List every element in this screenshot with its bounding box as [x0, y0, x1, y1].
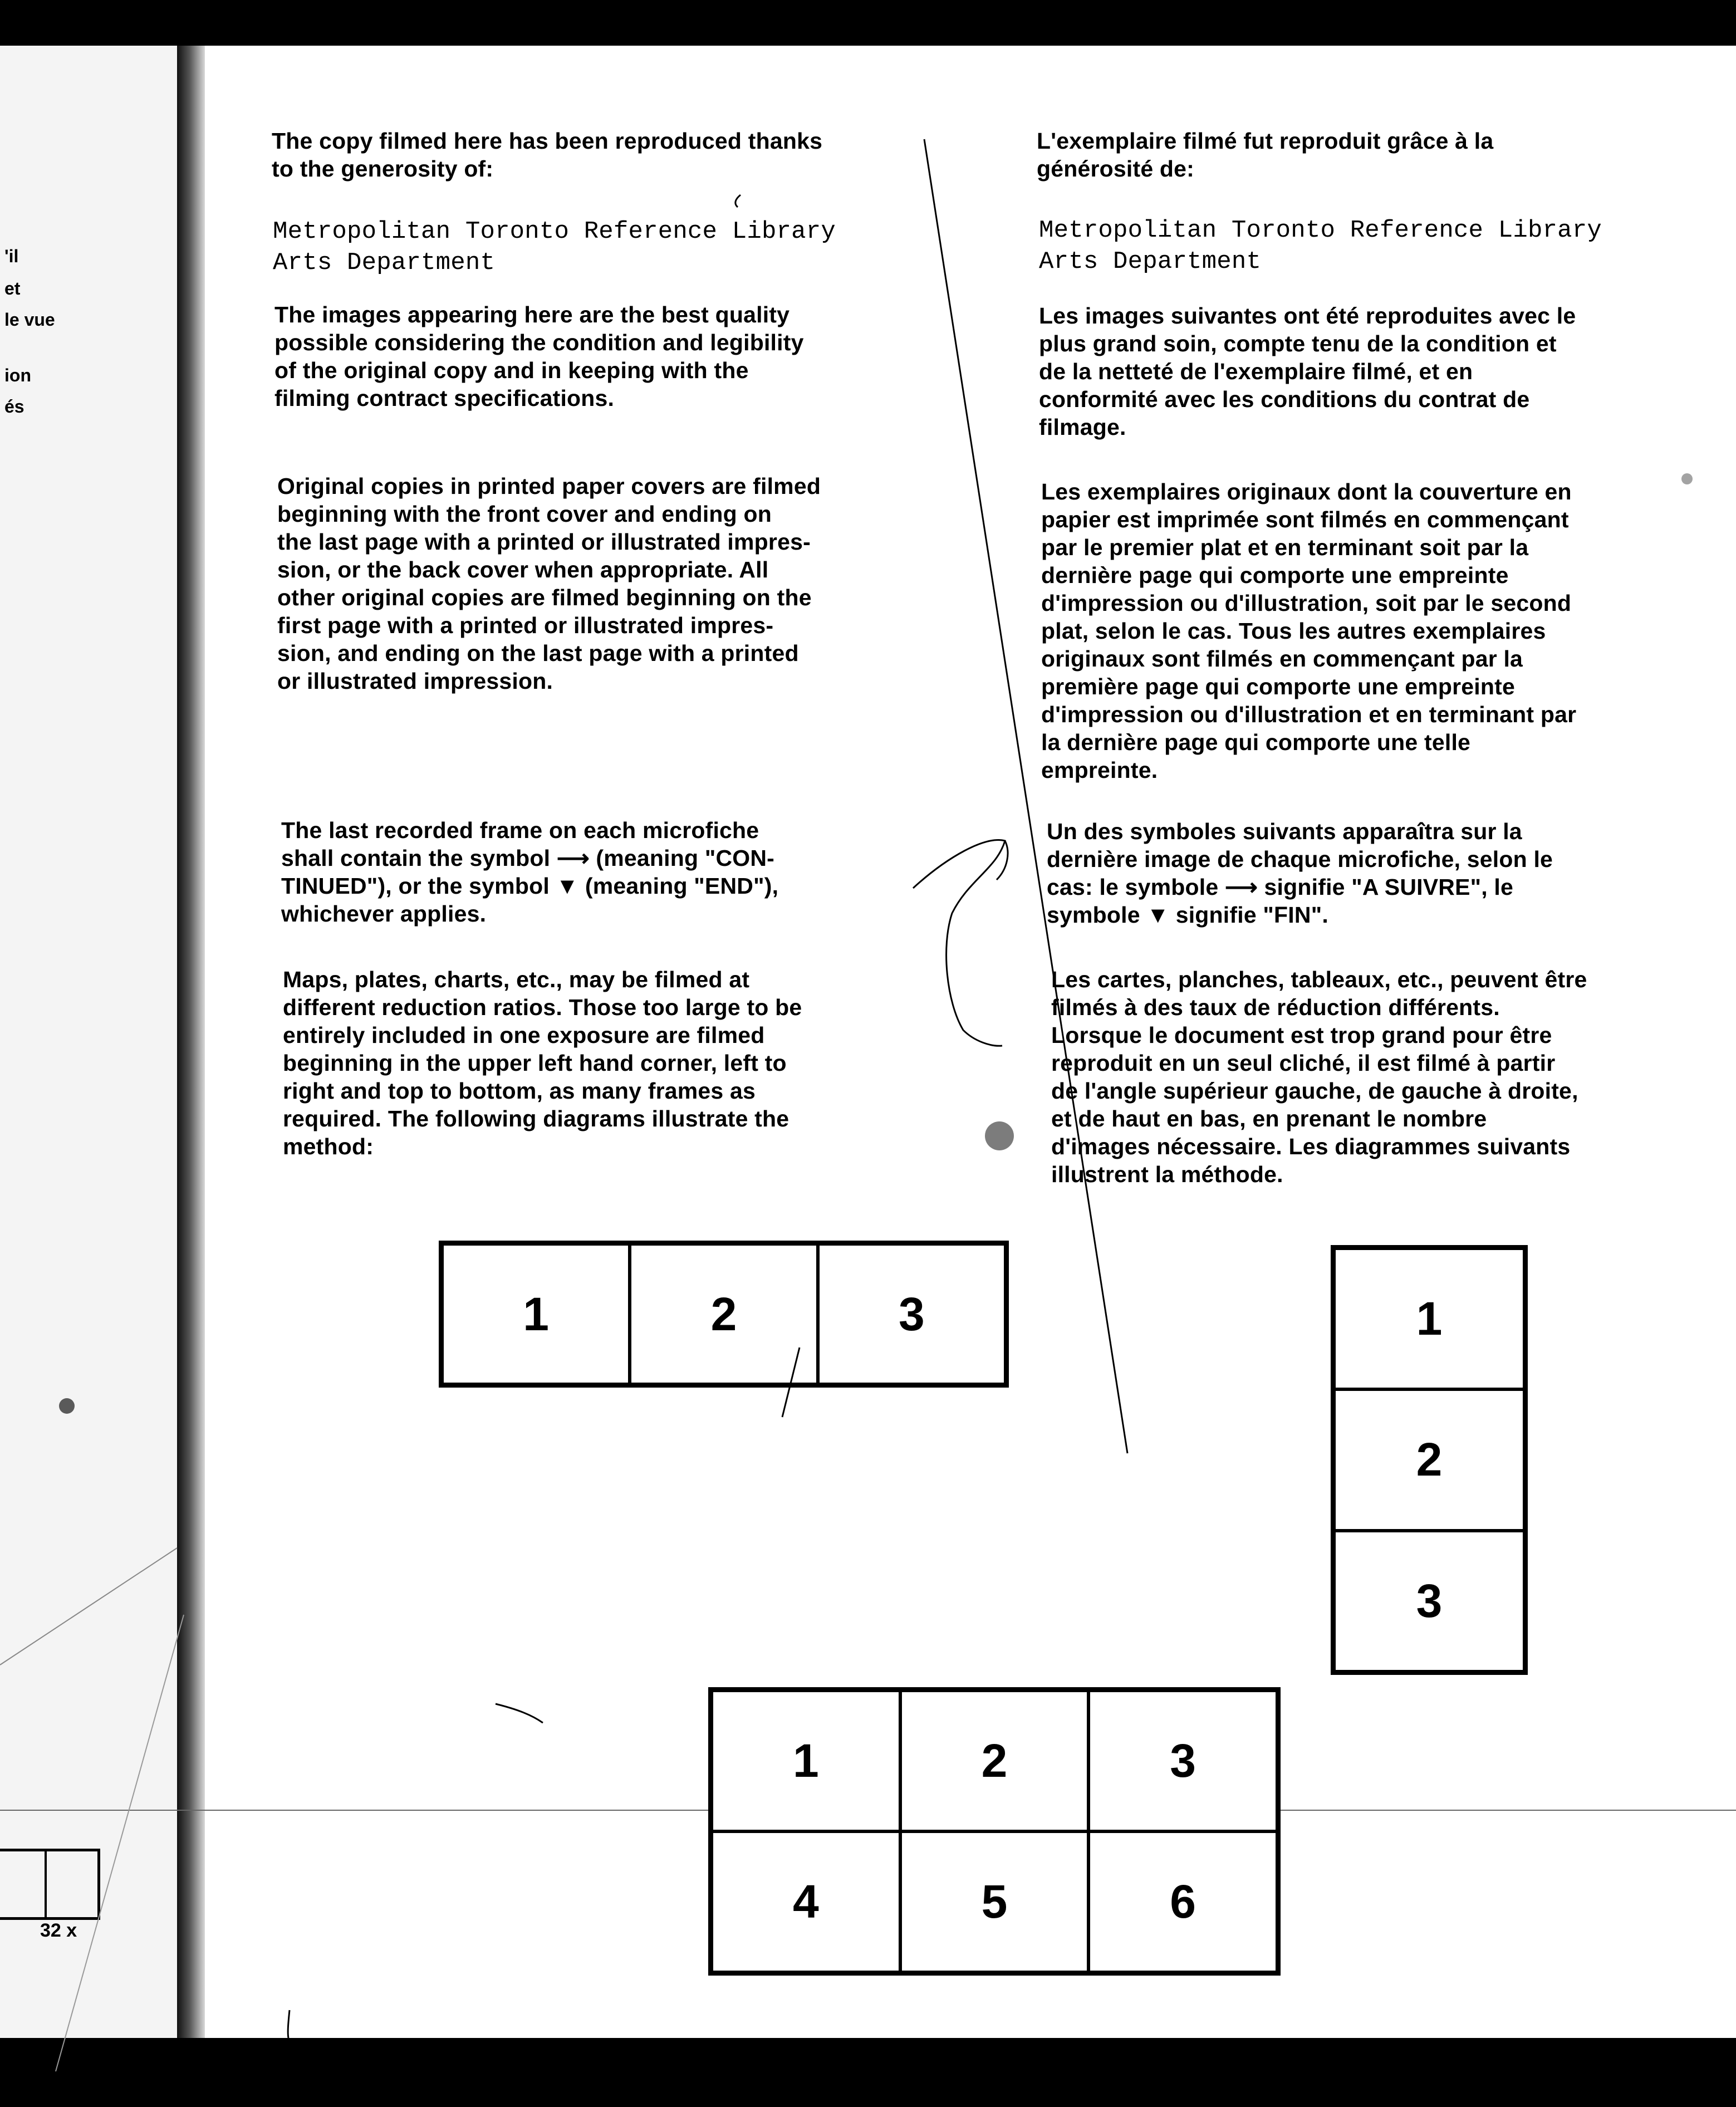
french-thanks: L'exemplaire filmé fut reproduit grâce à la générosité de: — [1037, 128, 1494, 182]
french-symbols: Un des symboles suivants apparaîtra sur la dernière image de chaque microfiche, selon le cas: le symbole ⟶ signifie "A SUIVRE", le symbole ▼ signifie "FIN". — [1047, 819, 1553, 928]
frame-cell: 3 — [1334, 1531, 1524, 1672]
frame-cell: 1 — [1334, 1248, 1524, 1389]
english-originals: Original copies in printed paper covers are filmed beginning with the front cover and ending on the last page with a printed or illustrated impres- sion, or the back cover when appropriate. All other original copies are filmed beginning on the first page with a printed or illustrated impres- sion, and ending on the last page with a printed or illustrated impression. — [277, 473, 821, 694]
frame-cell: 1 — [712, 1690, 900, 1831]
reduction-diagram — [0, 1849, 100, 1920]
fragment-text: le vue — [4, 310, 55, 330]
diagram-column — [1331, 1245, 1528, 1675]
english-originals-block — [277, 472, 929, 695]
frame-cell: 5 — [900, 1831, 1089, 1972]
fragment-text: ion — [4, 365, 31, 385]
english-symbols-block — [281, 816, 933, 928]
diagram-grid — [708, 1687, 1281, 1976]
french-symbols-block — [1047, 817, 1709, 929]
fragment-text: 'il — [4, 246, 19, 266]
frame-cell: 4 — [712, 1831, 900, 1972]
english-column — [272, 127, 923, 183]
french-maps: Les cartes, planches, tableaux, etc., peuvent être filmés à des taux de réduction différents. Lorsque le document est trop grand pour être reproduit en un seul cliché, il est filmé à partir de l'angle supérieur gauche, de gauche à droite, et de haut en bas, en prenant le nombre d'images nécessaire. Les diagrammes suivants illustrent la méthode. — [1051, 967, 1587, 1187]
frame-cell: 1 — [442, 1244, 630, 1384]
french-library — [1039, 215, 1707, 277]
french-library-name: Metropolitan Toronto Reference Library Arts Department — [1039, 217, 1602, 276]
frame-cell: 2 — [1334, 1389, 1524, 1530]
french-quality-block — [1039, 302, 1701, 441]
english-quality: The images appearing here are the best quality possible considering the condition and legibility of the original copy and in keeping with the filming contract specifications. — [274, 302, 804, 411]
french-quality: Les images suivantes ont été reproduites avec le plus grand soin, compte tenu de la condition et de la netteté de l'exemplaire filmé, et en conformité avec les conditions du contrat de filmage. — [1039, 303, 1576, 440]
english-library — [273, 216, 941, 278]
english-thanks: The copy filmed here has been reproduced thanks to the generosity of: — [272, 128, 823, 182]
french-originals: Les exemplaires originaux dont la couverture en papier est imprimée sont filmés en commençant par le premier plat et en terminant soit par la dernière page qui comporte une empreinte d'impression ou d'illustration, soit par le second plat, selon le cas. Tous les autres exemplaires originaux sont filmés en commençant par la première page qui comporte une empreinte d'impression ou d'illustration et en terminant par la dernière page qui comporte une telle empreinte. — [1041, 479, 1577, 783]
english-maps: Maps, plates, charts, etc., may be filmed at different reduction ratios. Those too large to be entirely included in one exposure are filmed beginning in the upper left hand corner, left to right and top to bottom, as many frames as required. The following diagrams illustrate the method: — [283, 967, 802, 1159]
scratch-line — [288, 2010, 290, 2038]
french-originals-block — [1041, 478, 1704, 784]
scratch-line — [735, 195, 741, 207]
french-maps-block — [1051, 966, 1714, 1188]
frame-cell: 3 — [1088, 1690, 1277, 1831]
english-symbols: The last recorded frame on each microfiche shall contain the symbol ⟶ (meaning "CON- TINUED"), or the symbol ▼ (meaning "END"), whichever applies. — [281, 817, 779, 927]
diagram-row — [439, 1241, 1009, 1388]
frame-cell: 2 — [900, 1690, 1089, 1831]
page-gutter — [177, 46, 205, 2038]
pen-scribble — [997, 841, 1008, 880]
frame-cell: 6 — [1088, 1831, 1277, 1972]
adjacent-page — [0, 46, 177, 2038]
english-quality-block — [274, 301, 926, 412]
english-library-name: Metropolitan Toronto Reference Library Arts Department — [273, 218, 836, 277]
fragment-text: és — [4, 396, 24, 416]
french-thanks-block — [1037, 127, 1694, 183]
fragment-text: et — [4, 278, 21, 298]
frame-cell: 3 — [818, 1244, 1006, 1384]
film-border-top — [0, 0, 1736, 46]
film-border-bottom — [0, 2038, 1736, 2107]
scratch-line — [496, 1704, 543, 1723]
frame-cell: 2 — [630, 1244, 817, 1384]
reduction-ratio: 32 x — [40, 1920, 77, 1941]
english-maps-block — [283, 966, 934, 1160]
